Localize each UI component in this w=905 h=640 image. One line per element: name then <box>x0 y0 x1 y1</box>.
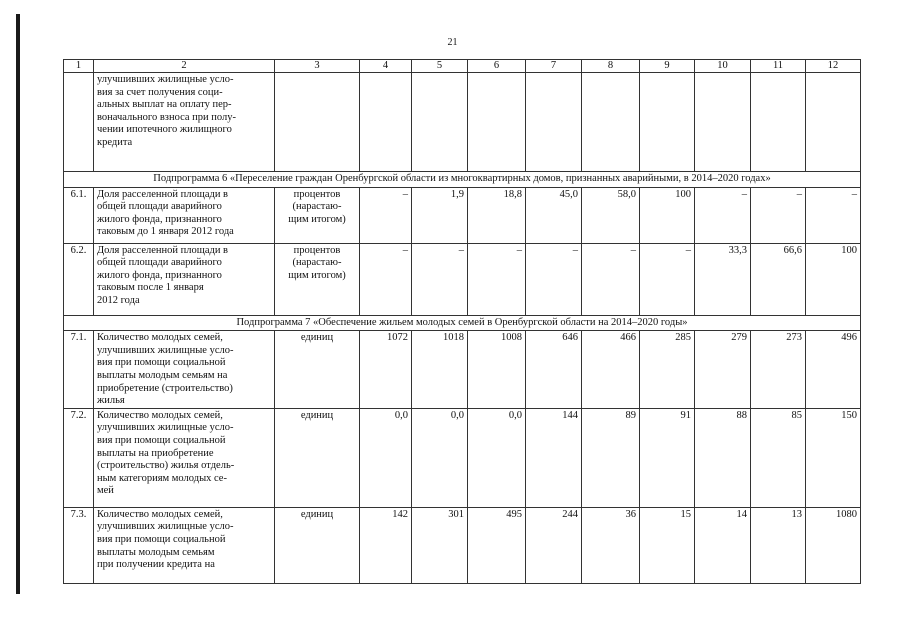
indicator-code: 7.1. <box>64 331 94 409</box>
indicator-value: 18,8 <box>468 187 526 243</box>
column-number: 11 <box>751 60 806 73</box>
indicator-value: – <box>806 187 861 243</box>
indicator-value: – <box>468 243 526 315</box>
indicator-row <box>64 331 861 409</box>
indicator-value: – <box>582 243 640 315</box>
indicator-value: 495 <box>468 507 526 583</box>
subprogram-title: Подпрограмма 7 «Обеспечение жильем молодых семей в Оренбургской области на 2014–2020 годы» <box>64 315 861 331</box>
indicator-value: 89 <box>582 408 640 507</box>
indicator-value: 91 <box>640 408 695 507</box>
indicator-value: – <box>360 243 412 315</box>
indicator-value: 0,0 <box>412 408 468 507</box>
indicator-value: 279 <box>695 331 751 409</box>
indicator-unit: единиц <box>275 408 360 507</box>
indicator-code <box>64 73 94 172</box>
indicator-value: 466 <box>582 331 640 409</box>
indicator-value: 58,0 <box>582 187 640 243</box>
indicator-value: – <box>695 187 751 243</box>
indicator-code: 6.2. <box>64 243 94 315</box>
indicator-value: 100 <box>640 187 695 243</box>
indicator-row <box>64 507 861 583</box>
indicator-value: 301 <box>412 507 468 583</box>
column-number: 5 <box>412 60 468 73</box>
indicator-description: Доля расселенной площади в общей площади аварийного жилого фонда, признанного таковым до 1 января 2012 года <box>94 187 275 243</box>
indicator-value: 13 <box>751 507 806 583</box>
indicator-code: 6.1. <box>64 187 94 243</box>
indicator-value: – <box>526 243 582 315</box>
indicator-unit: единиц <box>275 507 360 583</box>
indicator-value: 1080 <box>806 507 861 583</box>
indicator-value: 1,9 <box>412 187 468 243</box>
indicator-value <box>695 73 751 172</box>
indicator-value <box>582 73 640 172</box>
column-number: 2 <box>94 60 275 73</box>
column-number: 12 <box>806 60 861 73</box>
scan-edge-bar <box>16 14 20 594</box>
column-number: 1 <box>64 60 94 73</box>
column-number: 3 <box>275 60 360 73</box>
indicator-value: 45,0 <box>526 187 582 243</box>
indicator-value: 88 <box>695 408 751 507</box>
indicator-row <box>64 187 861 243</box>
indicator-value: 0,0 <box>468 408 526 507</box>
indicator-value <box>412 73 468 172</box>
indicator-value: 244 <box>526 507 582 583</box>
subprogram-header-row <box>64 172 861 188</box>
column-number: 6 <box>468 60 526 73</box>
table-body <box>64 60 861 584</box>
indicator-value: 1072 <box>360 331 412 409</box>
indicator-value: 15 <box>640 507 695 583</box>
indicator-value <box>468 73 526 172</box>
indicator-code: 7.3. <box>64 507 94 583</box>
indicator-value: 0,0 <box>360 408 412 507</box>
indicator-value <box>360 73 412 172</box>
indicator-value: – <box>640 243 695 315</box>
indicator-description: Количество молодых семей, улучшивших жилищные усло- вия при помощи социальной выплаты молодым семьям на приобретение (строительство) жилья <box>94 331 275 409</box>
indicator-value: – <box>360 187 412 243</box>
indicator-value: 142 <box>360 507 412 583</box>
subprogram-title: Подпрограмма 6 «Переселение граждан Оренбургской области из многоквартирных домов, признанных аварийными, в 2014–2020 годах» <box>64 172 861 188</box>
indicator-value: 496 <box>806 331 861 409</box>
indicator-value: – <box>751 187 806 243</box>
indicator-value: 144 <box>526 408 582 507</box>
indicator-value <box>640 73 695 172</box>
indicator-row <box>64 408 861 507</box>
indicator-value <box>806 73 861 172</box>
indicator-value: 273 <box>751 331 806 409</box>
indicator-unit: единиц <box>275 331 360 409</box>
indicator-unit: процентов (нарастаю- щим итогом) <box>275 243 360 315</box>
indicator-description: Доля расселенной площади в общей площади аварийного жилого фонда, признанного таковым после 1 января 2012 года <box>94 243 275 315</box>
indicator-unit: процентов (нарастаю- щим итогом) <box>275 187 360 243</box>
indicator-value: 36 <box>582 507 640 583</box>
indicator-code: 7.2. <box>64 408 94 507</box>
column-number: 4 <box>360 60 412 73</box>
indicator-value: 66,6 <box>751 243 806 315</box>
indicator-value: 285 <box>640 331 695 409</box>
column-number: 8 <box>582 60 640 73</box>
indicator-value: 1018 <box>412 331 468 409</box>
indicator-value: – <box>412 243 468 315</box>
indicator-description: улучшивших жилищные усло- вия за счет получения соци- альных выплат на оплату пер- воначального взноса при полу- чении ипотечного жилищного кредита <box>94 73 275 172</box>
indicator-value: 100 <box>806 243 861 315</box>
indicator-value: 1008 <box>468 331 526 409</box>
indicator-value: 646 <box>526 331 582 409</box>
indicator-value <box>751 73 806 172</box>
indicator-row <box>64 73 861 172</box>
indicator-value: 85 <box>751 408 806 507</box>
indicator-description: Количество молодых семей, улучшивших жилищные усло- вия при помощи социальной выплаты молодым семьям при получении кредита на <box>94 507 275 583</box>
indicator-value: 33,3 <box>695 243 751 315</box>
indicators-table <box>63 59 861 584</box>
subprogram-header-row <box>64 315 861 331</box>
page-number: 21 <box>447 37 458 48</box>
column-number: 7 <box>526 60 582 73</box>
indicator-row <box>64 243 861 315</box>
column-number-row <box>64 60 861 73</box>
indicator-value <box>526 73 582 172</box>
column-number: 9 <box>640 60 695 73</box>
indicator-description: Количество молодых семей, улучшивших жилищные усло- вия при помощи социальной выплаты на приобретение (строительство) жилья отдель- ным категориям молодых се- мей <box>94 408 275 507</box>
indicator-value: 14 <box>695 507 751 583</box>
indicator-value: 150 <box>806 408 861 507</box>
column-number: 10 <box>695 60 751 73</box>
indicator-unit <box>275 73 360 172</box>
